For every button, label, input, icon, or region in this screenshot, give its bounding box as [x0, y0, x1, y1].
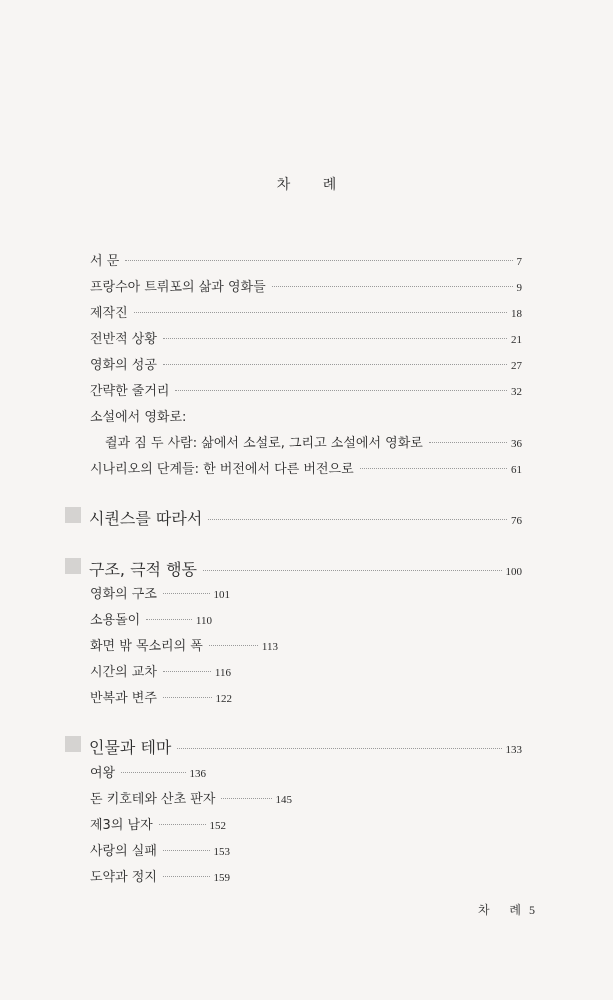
leader-dots — [221, 798, 271, 799]
section-marker-square — [65, 736, 81, 752]
section-marker-square — [65, 507, 81, 523]
entry-page: 122 — [215, 693, 232, 705]
leader-dots — [134, 312, 507, 313]
toc-entry — [90, 302, 522, 322]
entry-page: 7 — [516, 256, 522, 268]
leader-dots — [208, 519, 507, 520]
entry-label: 제작진 — [90, 306, 128, 321]
leader-dots — [159, 824, 206, 825]
entry-label: 간략한 줄거리 — [90, 384, 170, 399]
entry-page: 36 — [511, 438, 522, 450]
toc-subentry — [90, 866, 230, 886]
entry-label: 시나리오의 단계들: 한 버전에서 다른 버전으로 — [90, 462, 354, 477]
entry-label: 도약과 정지 — [90, 870, 157, 885]
entry-page: 21 — [511, 334, 522, 346]
toc-subentry — [90, 814, 226, 834]
entry-label: 소용돌이 — [90, 613, 141, 628]
entry-label: 전반적 상황 — [90, 332, 157, 347]
leader-dots — [163, 876, 210, 877]
entry-label: 돈 키호테와 산초 판자 — [90, 792, 216, 807]
entry-label: 여왕 — [90, 766, 116, 781]
leader-dots — [163, 593, 210, 594]
entry-page: 116 — [214, 667, 231, 679]
entry-page: 152 — [209, 820, 226, 832]
entry-page: 101 — [213, 589, 230, 601]
toc-entry — [90, 328, 522, 348]
toc-entry — [90, 354, 522, 374]
toc-subentry — [90, 635, 278, 655]
entry-label: 프랑수아 트뤼포의 삶과 영화들 — [90, 280, 266, 295]
entry-page: 61 — [511, 464, 522, 476]
toc-subentry — [90, 762, 206, 782]
section-marker-square — [65, 558, 81, 574]
toc-entry-heading — [90, 406, 522, 426]
leader-dots — [177, 748, 501, 749]
leader-dots — [272, 286, 513, 287]
toc-subentry — [90, 687, 232, 707]
leader-dots — [163, 364, 507, 365]
section-page: 100 — [505, 566, 522, 578]
toc-entry — [90, 380, 522, 400]
entry-page: 110 — [195, 615, 212, 627]
footer-label: 차 례 — [478, 903, 529, 917]
entry-page: 32 — [511, 386, 522, 398]
entry-label: 소설에서 영화로: — [90, 410, 187, 425]
toc-title: 차 례 — [276, 177, 351, 193]
toc-entry — [90, 276, 522, 296]
entry-label: 영화의 성공 — [90, 358, 157, 373]
entry-page: 136 — [189, 768, 206, 780]
entry-label: 시간의 교차 — [90, 665, 157, 680]
toc-subentry — [90, 661, 231, 681]
section-label: 시퀀스를 따라서 — [89, 509, 203, 528]
page-number: 5 — [529, 903, 535, 917]
toc-entry — [90, 458, 522, 478]
leader-dots — [146, 619, 192, 620]
leader-dots — [203, 570, 502, 571]
entry-page: 9 — [516, 282, 522, 294]
leader-dots — [121, 772, 185, 773]
section-label: 인물과 테마 — [89, 738, 172, 757]
toc-section — [89, 735, 522, 755]
toc-subentry — [90, 840, 230, 860]
section-page: 133 — [505, 744, 522, 756]
leader-dots — [163, 697, 212, 698]
toc-subentry — [90, 609, 212, 629]
leader-dots — [429, 442, 507, 443]
section-page: 76 — [511, 515, 522, 527]
entry-page: 27 — [511, 360, 522, 372]
entry-label: 영화의 구조 — [90, 587, 157, 602]
leader-dots — [360, 468, 507, 469]
entry-label: 반복과 변주 — [90, 691, 157, 706]
toc-entry-sub — [105, 432, 522, 452]
leader-dots — [163, 338, 507, 339]
entry-page: 159 — [213, 872, 230, 884]
entry-label: 제3의 남자 — [90, 818, 153, 833]
leader-dots — [125, 260, 512, 261]
entry-label: 화면 밖 목소리의 폭 — [90, 639, 203, 654]
toc-subentry — [90, 583, 230, 603]
entry-label: 쥘과 짐 두 사람: 삶에서 소설로, 그리고 소설에서 영화로 — [105, 436, 423, 451]
leader-dots — [163, 671, 211, 672]
leader-dots — [163, 850, 210, 851]
entry-page: 113 — [261, 641, 278, 653]
leader-dots — [175, 390, 507, 391]
leader-dots — [209, 645, 258, 646]
entry-label: 사랑의 실패 — [90, 844, 157, 859]
entry-label: 서 문 — [90, 254, 120, 269]
running-footer — [478, 901, 535, 918]
entry-page: 145 — [275, 794, 292, 806]
section-label: 구조, 극적 행동 — [89, 560, 197, 579]
entry-page: 18 — [511, 308, 522, 320]
toc-section — [89, 506, 522, 526]
toc-section — [89, 557, 522, 577]
toc-subentry — [90, 788, 292, 808]
toc-entry-preface — [90, 250, 522, 270]
entry-page: 153 — [213, 846, 230, 858]
